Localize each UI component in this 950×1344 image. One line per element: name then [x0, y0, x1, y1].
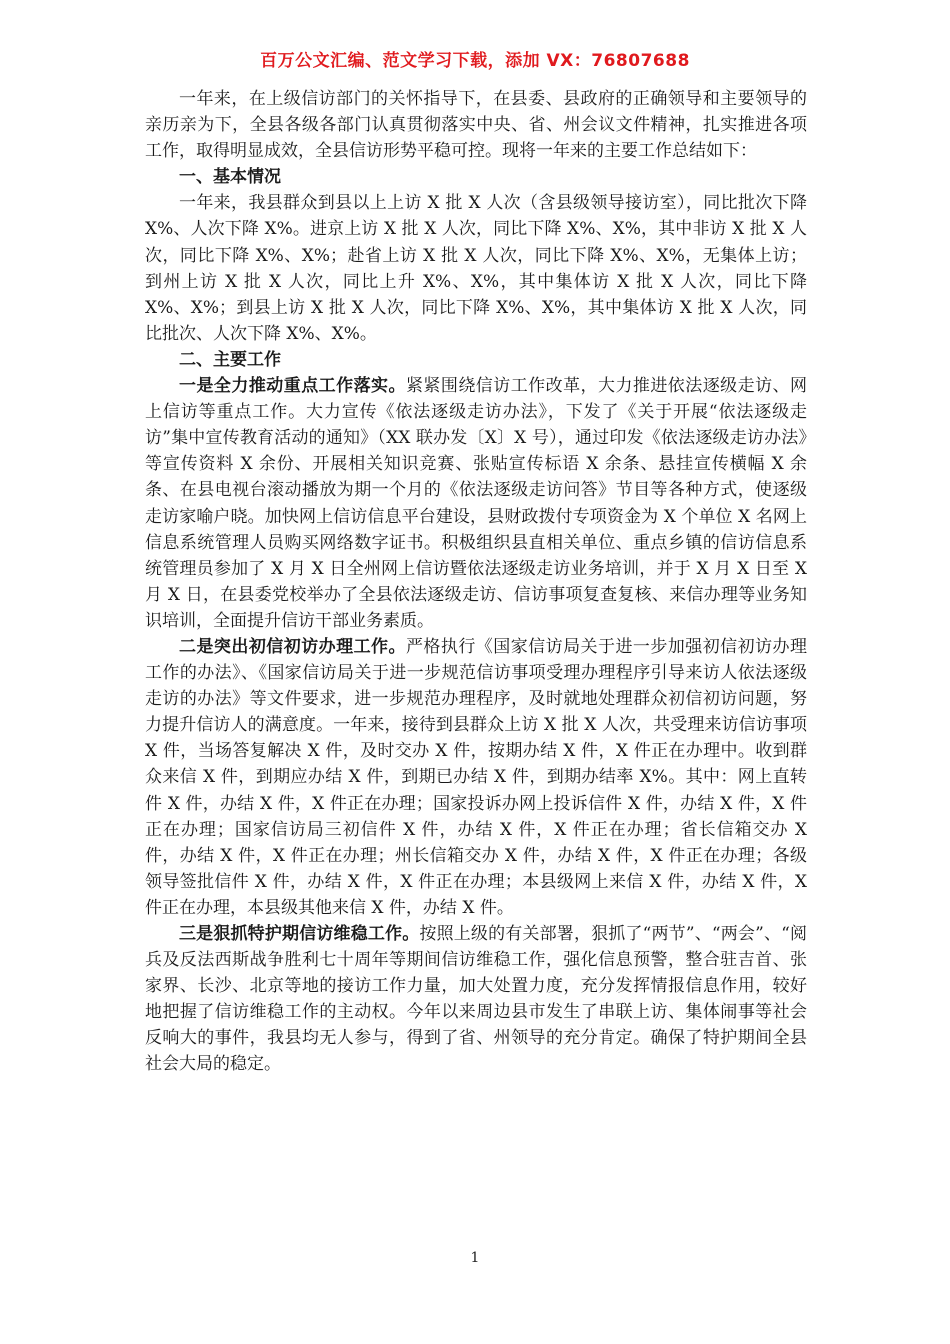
section-heading-basic: 一、基本情况 [179, 167, 281, 188]
work-item-3-lead: 三是狠抓特护期信访维稳工作。 [179, 924, 420, 944]
work-item-2-lead: 二是突出初信初访办理工作。 [179, 636, 406, 657]
basic-situation-paragraph: 一年来，我县群众到县以上上访 X 批 X 人次（含县级领导接访室），同比批次下降 X%、人次下降 X%。进京上访 X 批 X 人次，同比下降 X%、X%，其中非访 X 批 X 人次，同比下降 X%、X%；赴省上访 X 批 X 人次，同比下降 X%、X%，无集体上访；到州上访 X 批 X 人次，同比上升 X%、X%，其中集体访 X 批 X 人次，同比下降 X%、X%；到县上访 X 批 X 人次，同比下降 X%、X%，其中集体访 X 批 X 人次，同比批次、人次下降 X%、X%。 [145, 193, 807, 344]
work-item-2 [145, 634, 807, 921]
work-item-1-body: 紧紧围绕信访工作改革，大力推进依法逐级走访、网上信访等重点工作。大力宣传《依法逐级走访办法》，下发了《关于开展“依法逐级走访”集中宣传教育活动的通知》（XX 联办发〔X〕X 号），通过印发《依法逐级走访办法》等宣传资料 X 余份、开展相关知识竞赛、张贴宣传标语 X 余条、悬挂宣传横幅 X 余条、在县电视台滚动播放为期一个月的《依法逐级走访问答》节目等各种方式，使逐级走访家喻户晓。加快网上信访信息平台建设，县财政拨付专项资金为 X 个单位 X 名网上信息系统管理人员购买网络数字证书。积极组织县直相关单位、重点乡镇的信访信息系统管理员参加了 X 月 X 日全州网上信访暨依法逐级走访业务培训，并于 X 月 X 日至 X 月 X 日，在县委党校举办了全县依法逐级走访、信访事项复查复核、来信办理等业务知识培训，全面提升信访干部业务素质。 [145, 376, 808, 631]
work-item-1-lead: 一是全力推动重点工作落实。 [179, 376, 406, 397]
section-heading-main-work: 二、主要工作 [179, 349, 281, 370]
work-item-3-body: 按照上级的有关部署，狠抓了“两节”、“两会”、“阅兵及反法西斯战争胜利七十周年等期间信访维稳工作，强化信息预警，整合驻吉首、张家界、长沙、北京等地的接访工作力量，加大处置力度，充分发挥情报信息作用，较好地把握了信访维稳工作的主动权。今年以来周边县市发生了串联上访、集体闹事等社会反响大的事件，我县均无人参与，得到了省、州领导的充分肯定。确保了特护期间全县社会大局的稳定。 [145, 924, 807, 1075]
document-body [145, 86, 807, 1078]
page-number: 1 [470, 1250, 480, 1266]
work-item-2-body: 严格执行《国家信访局关于进一步加强初信初访办理工作的办法》、《国家信访局关于进一步规范信访事项受理办理程序引导来访人依法逐级走访的办法》等文件要求，进一步规范办理程序，及时就地处理群众初信初访问题，努力提升信访人的满意度。一年来，接待到县群众上访 X 批 X 人次，共受理来访信访事项 X 件，当场答复解决 X 件，及时交办 X 件，按期办结 X 件，X 件正在办理中。收到群众来信 X 件，到期应办结 X 件，到期已办结 X 件，到期办结率 X%。其中：网上直转件 X 件，办结 X 件，X 件正在办理；国家投诉办网上投诉信件 X 件，办结 X 件，X 件正在办理；国家信访局三初信件 X 件，办结 X 件，X 件正在办理；省长信箱交办 X 件，办结 X 件，X 件正在办理；州长信箱交办 X 件，办结 X 件，X 件正在办理；各级领导签批信件 X 件，办结 X 件，X 件正在办理；本县级网上来信 X 件，办结 X 件，X 件正在办理，本县级其他来信 X 件，办结 X 件。 [145, 636, 808, 918]
header-banner: 百万公文汇编、范文学习下载，添加 VX：76807688 [260, 51, 690, 71]
work-item-3 [145, 921, 807, 1078]
intro-paragraph: 一年来，在上级信访部门的关怀指导下，在县委、县政府的正确领导和主要领导的亲历亲为下，全县各级各部门认真贯彻落实中央、省、州会议文件精神，扎实推进各项工作，取得明显成效，全县信访形势平稳可控。现将一年来的主要工作总结如下： [145, 89, 807, 162]
work-item-1 [145, 373, 807, 634]
